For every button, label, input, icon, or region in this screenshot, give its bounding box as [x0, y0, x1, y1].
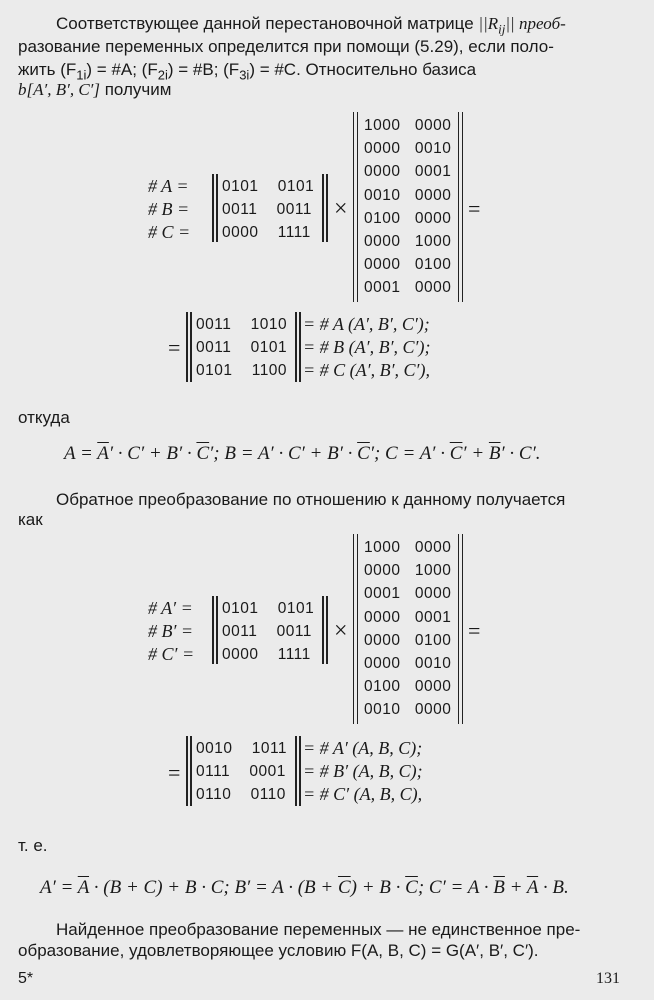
subscript: 2i	[157, 67, 168, 83]
formula-negated: $\overline{C}$	[357, 443, 370, 464]
formula-negated: $\overline{C}$	[405, 877, 418, 898]
result-row: = # A′ (A, B, C);	[303, 738, 423, 758]
matrix-cell: 0010	[414, 140, 452, 158]
equals-sign: =	[468, 618, 481, 643]
matrix-left-bar	[186, 736, 192, 806]
result-row: = # C′ (A, B, C),	[303, 784, 423, 804]
block1-result-matrix	[196, 313, 287, 382]
matrix-left-bar	[212, 174, 218, 242]
page-number: 131	[596, 970, 620, 987]
block2-result-rhs	[303, 737, 423, 806]
matrix-cell: 0101	[196, 362, 233, 379]
matrix-cell: 0011	[276, 201, 312, 218]
matrix-cell: 1111	[277, 224, 311, 241]
matrix-cell: 0001	[249, 763, 286, 780]
matrix-cell: 0001	[414, 163, 452, 181]
equals-sign: =	[468, 196, 481, 221]
formula-negated: $\overline{B}$	[488, 443, 501, 464]
matrix-cell: 0000	[364, 608, 401, 626]
matrix-cell: 0001	[414, 608, 452, 626]
matrix-cell: 0010	[414, 654, 452, 672]
lhs-row: # C′ =	[148, 644, 195, 664]
matrix-cell: 0011	[196, 316, 232, 333]
intro-line-1	[56, 14, 566, 37]
matrix-cell: 0011	[276, 623, 312, 640]
matrix-cell: 1011	[251, 740, 288, 757]
matrix-cell: 0011	[196, 339, 232, 356]
intro-text: жить (F	[18, 60, 77, 79]
intro-text: || преоб-	[505, 14, 566, 33]
formula-part: ′ +	[462, 443, 489, 464]
formula-1	[64, 443, 541, 465]
matrix-cell: 0000	[222, 646, 259, 663]
intro-text: Соответствующее данной перестановочной матрице	[56, 14, 479, 33]
formula-2	[40, 877, 569, 899]
matrix-cell: 0101	[222, 178, 259, 195]
matrix-cell: 1000	[364, 539, 401, 556]
matrix-left-bar	[186, 312, 192, 382]
matrix-cell: 0101	[222, 600, 259, 617]
matrix-cell: 0010	[196, 740, 233, 757]
formula-negated: $\overline{C}$	[196, 443, 210, 464]
intro-text: ) = #C. Относительно базиса	[249, 60, 477, 79]
subscript: 1i	[76, 67, 87, 83]
times-sign: ×	[334, 196, 348, 222]
block2-left-matrix	[222, 597, 314, 666]
matrix-cell: 0000	[414, 539, 452, 556]
matrix-cell: 0000	[364, 256, 401, 274]
matrix-cell: 0101	[250, 339, 288, 356]
block2-big-matrix	[364, 536, 451, 722]
lhs-row: # B =	[148, 199, 190, 219]
formula-negated: $\overline{A}$	[526, 877, 539, 898]
intro-text: ) = #B; (F	[167, 60, 240, 79]
formula-part: ′ · C′ + B′ ·	[108, 443, 197, 464]
formula-part: A =	[64, 443, 98, 464]
lhs-row: # C =	[148, 222, 191, 242]
equals-sign: =	[168, 760, 181, 785]
matrix-cell: 0001	[364, 279, 401, 297]
big-matrix-left-bar	[353, 534, 358, 724]
matrix-subscript: ij	[498, 21, 506, 37]
big-matrix-right-bar	[458, 534, 463, 724]
lhs-row: # B′ =	[148, 621, 194, 641]
matrix-cell: 0010	[364, 186, 401, 204]
text-ie: т. е.	[18, 836, 48, 855]
matrix-cell: 0000	[414, 678, 452, 696]
matrix-cell: 0000	[364, 631, 401, 649]
text-whence: откуда	[18, 408, 70, 427]
matrix-cell: 0000	[414, 701, 452, 719]
matrix-cell: 0101	[277, 178, 315, 195]
matrix-cell: 1111	[277, 646, 311, 663]
found-line-1: Найденное преобразование переменных — не единственное пре-	[56, 920, 581, 939]
matrix-cell: 0100	[364, 678, 401, 696]
formula-part: ; C′ = A ·	[417, 877, 494, 898]
matrix-cell: 1100	[251, 362, 288, 379]
formula-part: A′ =	[40, 877, 78, 898]
matrix-cell: 0000	[364, 654, 401, 672]
lhs-row: # A′ =	[148, 598, 193, 618]
formula-negated: $\overline{A}$	[77, 877, 90, 898]
matrix-right-bar	[295, 736, 301, 806]
matrix-symbol: ||R	[478, 14, 499, 33]
found-line-2: образование, удовлетворяющее условию F(A, B, C) = G(A′, B′, C′).	[18, 941, 539, 960]
matrix-cell: 1000	[414, 232, 452, 250]
matrix-cell: 0000	[364, 232, 401, 250]
times-sign: ×	[334, 618, 348, 644]
matrix-right-bar	[322, 174, 328, 242]
subscript: 3i	[239, 67, 250, 83]
matrix-cell: 1010	[250, 316, 288, 333]
intro-line-4	[18, 80, 171, 100]
result-row: = # A (A′, B′, C′);	[303, 314, 430, 334]
block2-result-matrix	[196, 737, 287, 806]
matrix-right-bar	[295, 312, 301, 382]
formula-part: +	[504, 877, 527, 898]
formula-part: · (B + C) + B · C; B′ = A · (B +	[89, 877, 338, 898]
matrix-cell: 0000	[364, 140, 401, 158]
big-matrix-left-bar	[353, 112, 358, 302]
matrix-cell: 0100	[364, 209, 401, 227]
matrix-cell: 0000	[414, 117, 452, 134]
intro-text: получим	[100, 80, 172, 99]
matrix-cell: 0000	[364, 163, 401, 181]
matrix-cell: 0000	[414, 209, 452, 227]
matrix-cell: 0011	[222, 623, 258, 640]
block1-big-matrix	[364, 114, 451, 300]
block2-lhs	[148, 597, 194, 666]
formula-part: ′ · C′.	[500, 443, 541, 464]
formula-negated: $\overline{B}$	[493, 877, 505, 898]
matrix-cell: 0101	[277, 600, 315, 617]
intro-text: ) = #A; (F	[86, 60, 158, 79]
inverse-line-2: как	[18, 510, 43, 529]
matrix-cell: 1000	[364, 117, 401, 134]
formula-negated: $\overline{A}$	[97, 443, 109, 464]
signature-mark: 5*	[18, 970, 34, 987]
matrix-cell: 0000	[414, 279, 452, 297]
block1-left-matrix	[222, 175, 314, 244]
matrix-left-bar	[212, 596, 218, 664]
lhs-row: # A =	[148, 176, 189, 196]
formula-part: ) + B ·	[350, 877, 406, 898]
block1-result-rhs	[303, 313, 430, 382]
formula-negated: $\overline{C}$	[337, 877, 351, 898]
formula-part: · B.	[538, 877, 569, 898]
big-matrix-right-bar	[458, 112, 463, 302]
result-row: = # B′ (A, B, C);	[303, 761, 423, 781]
basis-symbol: b[A′, B′, C′]	[18, 80, 100, 99]
matrix-cell: 0000	[414, 186, 452, 204]
block1-lhs	[148, 175, 190, 244]
matrix-cell: 0010	[364, 701, 401, 719]
matrix-cell: 0100	[414, 631, 452, 649]
matrix-cell: 0011	[222, 201, 258, 218]
result-row: = # B (A′, B′, C′);	[303, 337, 431, 357]
formula-part: ′; C = A′ ·	[369, 443, 450, 464]
intro-line-2: разование переменных определится при помощи (5.29), если поло-	[18, 37, 554, 56]
matrix-cell: 0001	[364, 585, 401, 603]
matrix-cell: 1000	[414, 562, 452, 580]
matrix-cell: 0110	[250, 786, 286, 803]
equals-sign: =	[168, 335, 181, 360]
inverse-line-1: Обратное преобразование по отношению к данному получается	[56, 490, 566, 509]
matrix-cell: 0000	[414, 585, 452, 603]
matrix-cell: 0000	[222, 224, 259, 241]
matrix-cell: 0110	[196, 786, 232, 803]
matrix-cell: 0000	[364, 562, 401, 580]
formula-part: ′; B = A′ · C′ + B′ ·	[209, 443, 358, 464]
matrix-cell: 0111	[196, 763, 231, 780]
matrix-cell: 0100	[414, 256, 452, 274]
matrix-right-bar	[322, 596, 328, 664]
result-row: = # C (A′, B′, C′),	[303, 360, 430, 380]
formula-negated: $\overline{C}$	[449, 443, 463, 464]
